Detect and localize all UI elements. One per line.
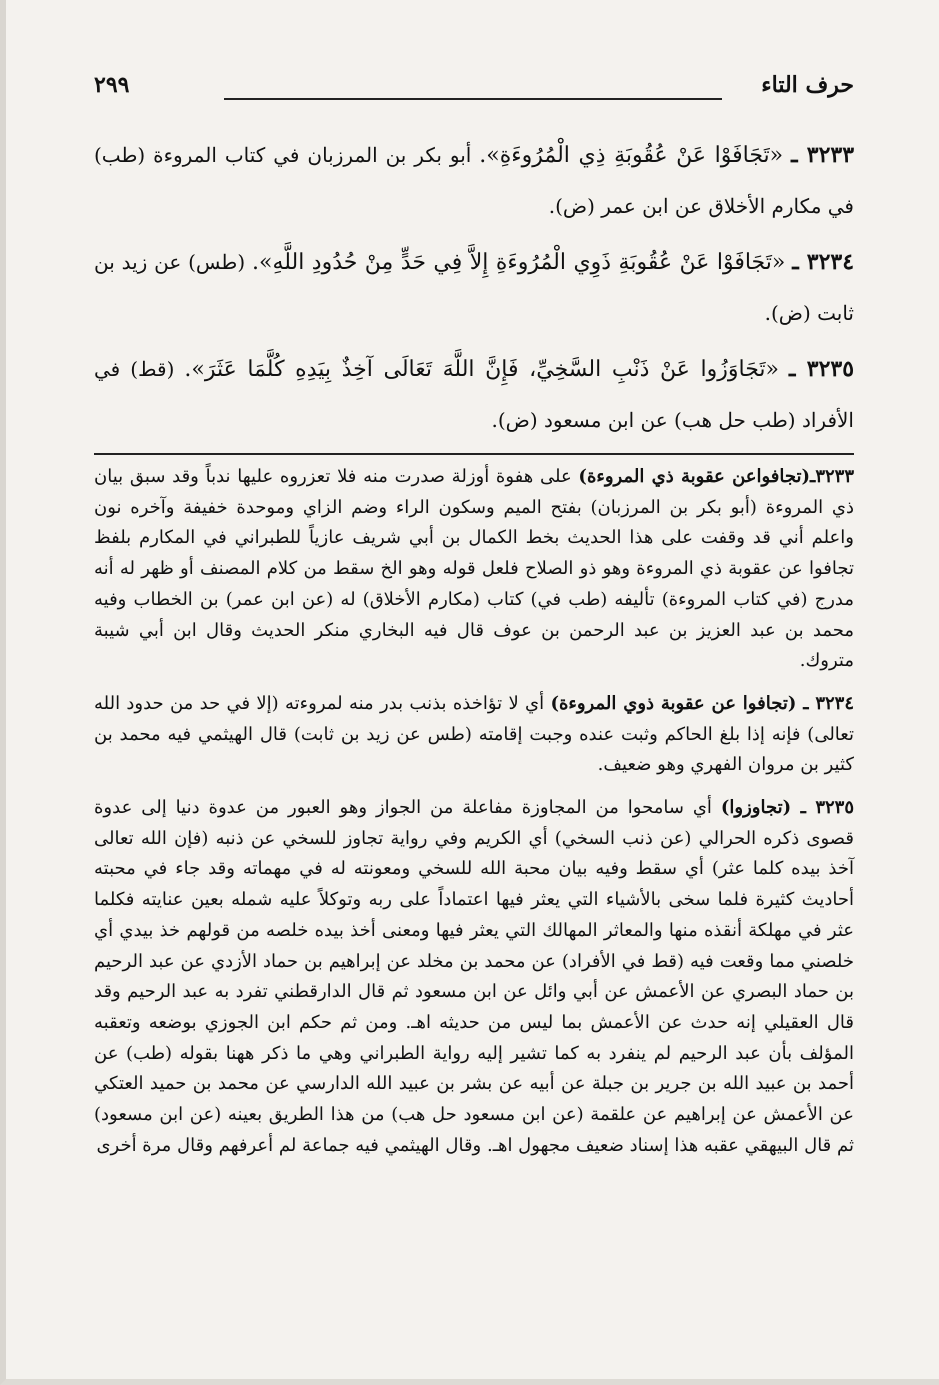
commentary-lead: ٣٢٣٣ـ(تجافواعن عقوبة ذي المروءة)	[578, 466, 854, 487]
page-number: ٢٩٩	[94, 72, 130, 98]
page-header	[94, 70, 854, 110]
hadith-number: ٣٢٣٥ ـ	[789, 356, 855, 382]
hadith-text: «تَجَافَوْا عَنْ عُقُوبَةِ ذِي الْمُرُوءَةِ».	[479, 143, 784, 168]
commentary-body: أي لا تؤاخذه بذنب بدر منه لمروءته (إلا في حد من حدود الله تعالى) فإنه إذا بلغ الحاكم وثبت عنده وجبت إقامته (طس عن زيد بن ثابت) قال الهيثمي فيه محمد بن كثير بن مروان الفهري وهو ضعيف.	[94, 692, 854, 776]
commentary-paragraph	[94, 462, 854, 677]
commentary-body: على هفوة أوزلة صدرت منه فلا تعزروه عليها ندباً وقد سبق بيان ذي المروءة (أبو بكر بن المرزبان) بفتح الميم وسكون الراء وضم الزاي وموحدة خفيفة وآخره نون واعلم أني قد وقفت على هذا الحديث بخط الكمال بن أبي شريف عازياً للطبراني في المكارم بلفظ تجافوا عن عقوبة ذي المروءة وهو ذو الصلاح فلعل قوله وهو الخ سقط من كلام المصنف أو ظهر له أنه مدرج (في كتاب المروءة) تأليفه (طب في) كتاب (مكارم الأخلاق) له (عن ابن عمر) بن الخطاب وفيه محمد بن عبد العزيز بن عبد الرحمن بن عوف قال فيه البخاري منكر الحديث وقال ابن أبي شيبة متروك.	[94, 466, 854, 672]
commentary-paragraph	[94, 793, 854, 1161]
header-rule	[224, 98, 722, 100]
footnote-separator	[94, 453, 854, 455]
hadith-entry	[94, 130, 854, 231]
hadith-number: ٣٢٣٤ ـ	[792, 249, 855, 275]
hadith-source: (قط) في الأفراد (طب حل هب) عن ابن مسعود (ض).	[94, 357, 854, 432]
hadith-source: (طس) عن زيد بن ثابت (ض).	[94, 250, 854, 325]
commentary-lead: ٣٢٣٥ ـ (تجاوزوا)	[720, 797, 854, 819]
hadith-text: «تَجَافَوْا عَنْ عُقُوبَةِ ذَوِي الْمُرُوءَةِ إِلاَّ فِي حَدٍّ مِنْ حُدُودِ اللَّهِ».	[251, 250, 786, 275]
commentary-body: أي سامحوا من المجاوزة مفاعلة من الجواز وهو العبور من عدوة دنيا إلى عدوة قصوى ذكره الحرالي (عن ذنب السخي) أي الكريم وفي رواية تجاوز للسخي عن ذنبه (فإن الله تعالى آخذ بيده كلما عثر) أي سقط وفيه بيان محبة الله للسخي ومعونته له في مهماته وقد جاء في محبته أحاديث كثيرة فلما سخى بالأشياء التي يعثر فيها اعتماداً على ربه وتوكلاً عليه شمله بعين عنايته فكلما عثر في مهلكة أنقذه منها والمعاثر المهالك التي يعثر فيها ومعنى أخذ بيده خلصه من قولهم خذ بيدي أي خلصني مما وقعت فيه (قط في الأفراد) عن محمد بن مخلد عن إبراهيم بن حماد الأزدي عن عبد الرحيم بن حماد البصري عن الأعمش عن أبي وائل عن ابن مسعود ثم قال الدارقطني تفرد به عبد الرحيم وقد قال العقيلي إنه حدث عن الأعمش بما ليس من حديثه اهـ. ومن ثم حكم ابن الجوزي بوضعه وتعقبه المؤلف بأن عبد الرحيم لم ينفرد به كما تشير إليه رواية الطبراني وهي ما ذكر ههنا بقوله (طب) عن أحمد بن عبيد الله بن جرير بن جبلة عن أبيه عن بشر بن عبيد الله الدارسي عن محمد بن حميد العتكي عن الأعمش عن إبراهيم عن علقمة (عن ابن مسعود حل هب) من هذا الطريق بعينه (عن ابن مسعود) ثم قال البيهقي عقبه هذا إسناد ضعيف مجهول اهـ. وقال الهيثمي فيه جماعة لم أعرفهم وقال مرة أخرى	[94, 797, 854, 1156]
hadith-entry	[94, 344, 854, 445]
hadith-text: «تَجَاوَزُوا عَنْ ذَنْبِ السَّخِيِّ، فَإِنَّ اللَّهَ تَعَالَى آخِذٌ بِيَدِهِ كُلَّمَا عَثَرَ».	[184, 357, 779, 382]
hadith-number: ٣٢٣٣ ـ	[791, 142, 855, 168]
commentary-lead: ٣٢٣٤ ـ (تجافوا عن عقوبة ذوي المروءة)	[550, 692, 854, 714]
hadith-source: أبو بكر بن المرزبان في كتاب المروءة (طب) في مكارم الأخلاق عن ابن عمر (ض).	[94, 143, 854, 218]
commentary-paragraph	[94, 689, 854, 781]
commentary-section	[94, 462, 854, 1173]
hadith-entry	[94, 237, 854, 338]
chapter-title: حرف التاء	[761, 72, 854, 98]
